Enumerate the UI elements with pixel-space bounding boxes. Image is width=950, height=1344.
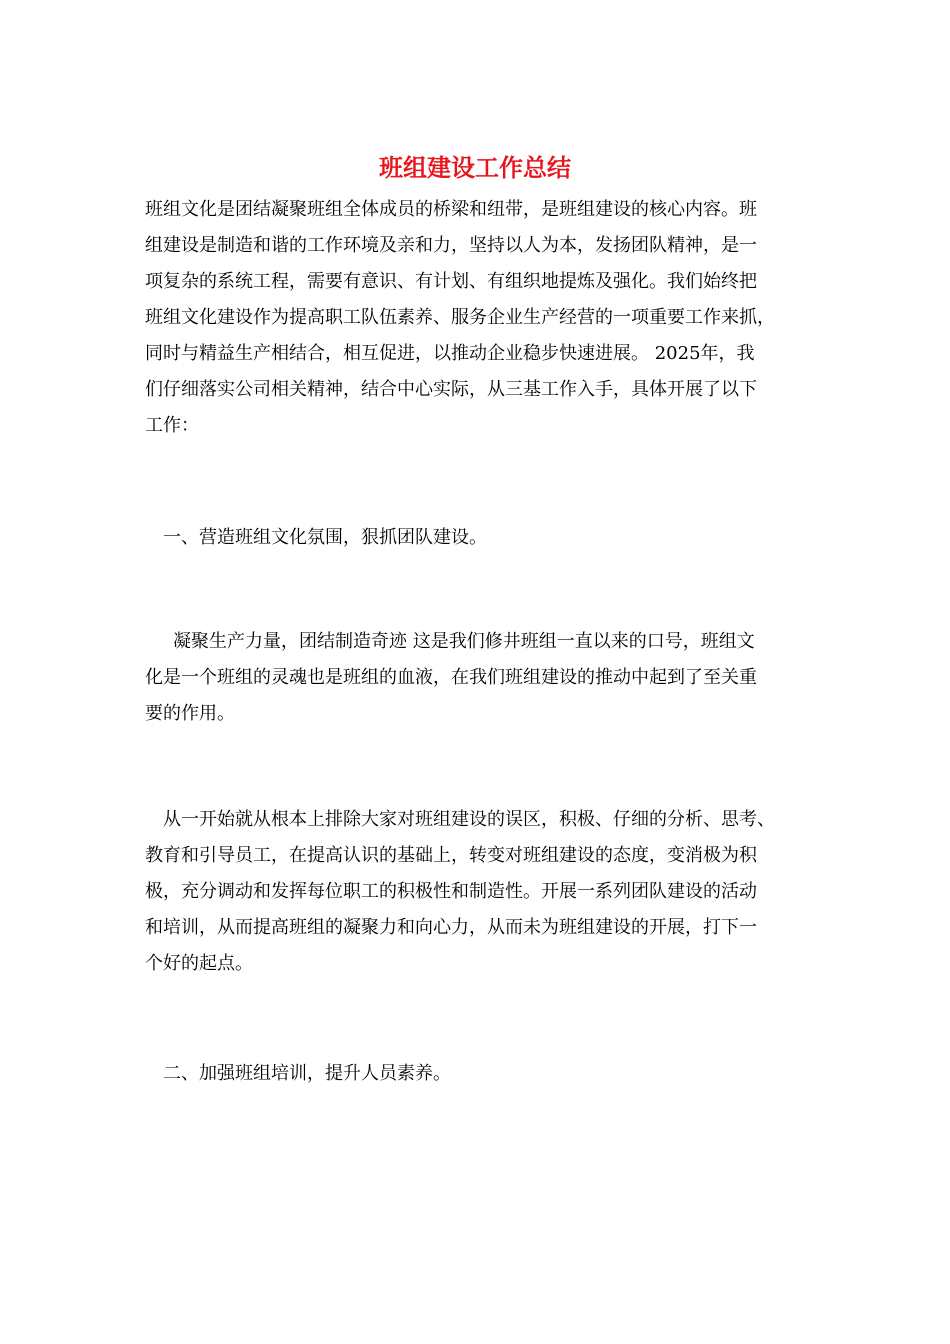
intro-paragraph [145, 192, 809, 444]
heading-text: 一、营造班组文化氛围，狠抓团队建设。 [163, 527, 487, 548]
text-line: 和培训，从而提高班组的凝聚力和向心力，从而未为班组建设的开展，打下一 [145, 917, 757, 938]
text-line: 个好的起点。 [145, 953, 253, 974]
text-line: 教育和引导员工，在提高认识的基础上，转变对班组建设的态度，变消极为积 [145, 845, 757, 866]
text-line: 项复杂的系统工程，需要有意识、有计划、有组织地提炼及强化。我们始终把 [145, 271, 757, 292]
text-line: 组建设是制造和谐的工作环境及亲和力，坚持以人为本，发扬团队精神，是一 [145, 235, 757, 256]
section-heading-2 [163, 1056, 827, 1092]
text-line: 从一开始就从根本上排除大家对班组建设的误区，积极、仔细的分析、思考、 [163, 809, 775, 830]
text-line: 极，充分调动和发挥每位职工的积极性和制造性。开展一系列团队建设的活动 [145, 881, 757, 902]
text-line: 化是一个班组的灵魂也是班组的血液，在我们班组建设的推动中起到了至关重 [145, 667, 757, 688]
section-1-paragraph-2 [145, 802, 809, 982]
text-line: 班组文化建设作为提高职工队伍素养、服务企业生产经营的一项重要工作来抓， [145, 307, 775, 328]
text-line: 凝聚生产力量，团结制造奇迹 这是我们修井班组一直以来的口号，班组文 [173, 631, 755, 652]
text-line: 班组文化是团结凝聚班组全体成员的桥梁和纽带，是班组建设的核心内容。班 [145, 199, 757, 220]
section-1-paragraph-1 [145, 624, 809, 732]
text-line: 工作： [145, 415, 199, 436]
document-title: 班组建设工作总结 [379, 153, 571, 182]
section-heading-1 [163, 520, 827, 556]
text-line: 要的作用。 [145, 703, 235, 724]
text-line: 同时与精益生产相结合，相互促进，以推动企业稳步快速进展。 2025年，我 [145, 343, 755, 364]
text-line: 们仔细落实公司相关精神，结合中心实际，从三基工作入手，具体开展了以下 [145, 379, 757, 400]
heading-text: 二、加强班组培训，提升人员素养。 [163, 1063, 451, 1084]
